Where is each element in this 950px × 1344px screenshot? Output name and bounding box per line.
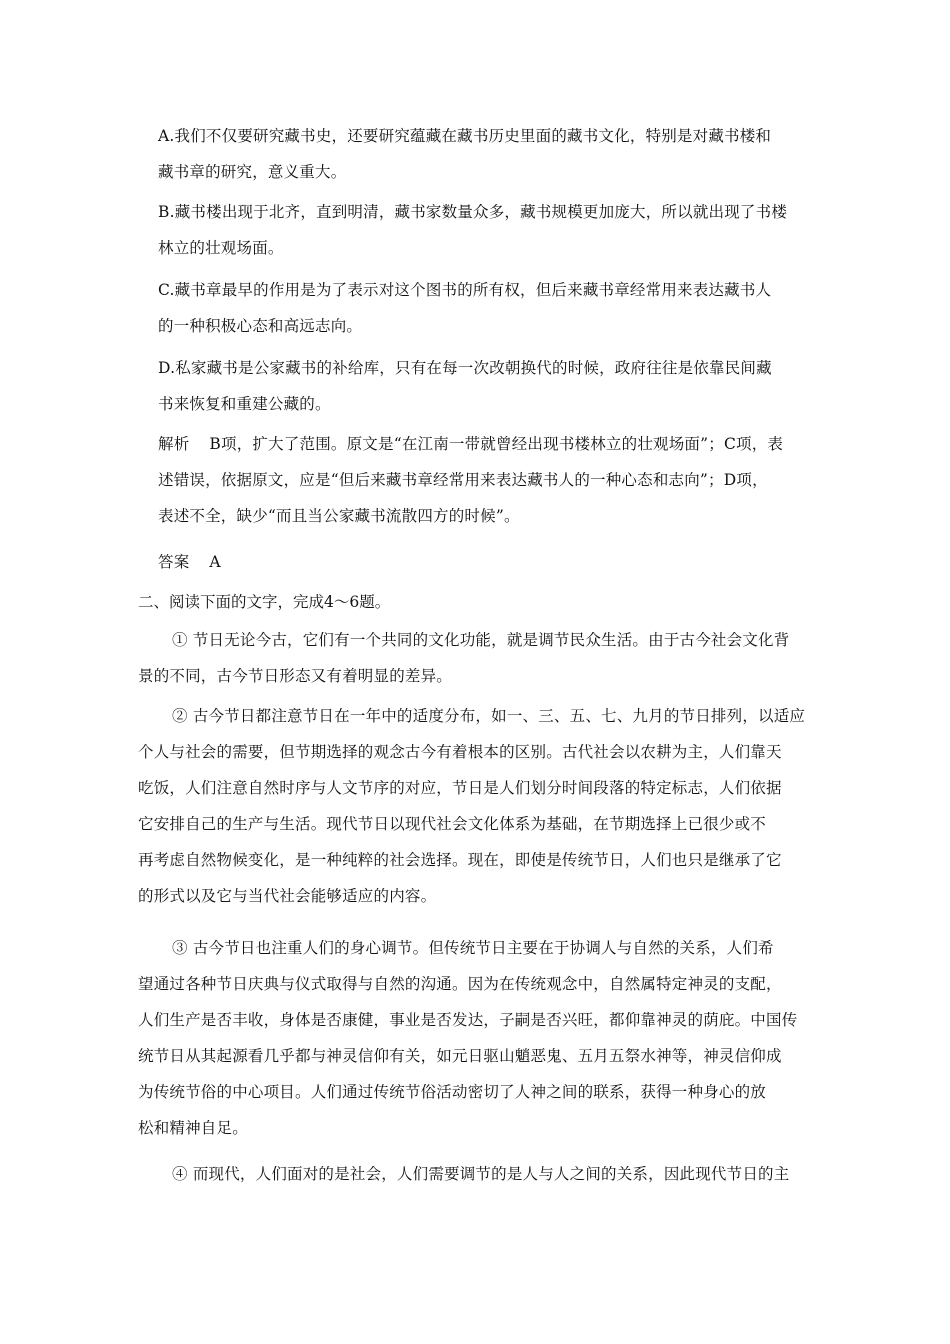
paragraph-1-line-1: ① 节日无论今古，它们有一个共同的文化功能，就是调节民众生活。由于古今社会文化背 [172, 631, 790, 649]
option-c-line-2: 的一种积极心态和高远志向。 [158, 317, 363, 335]
analysis-label: 解析 [158, 435, 190, 453]
paragraph-2-line-3: 吃饭，人们注意自然时序与人文节序的对应，节日是人们划分时间段落的特定标志，人们依据 [138, 779, 782, 797]
option-d-line-2: 书来恢复和重建公藏的。 [158, 395, 331, 413]
option-b-line-2: 林立的壮观场面。 [158, 239, 284, 257]
option-a-line-1: A.我们不仅要研究藏书史，还要研究蕴藏在藏书历史里面的藏书文化，特别是对藏书楼和 [158, 127, 772, 145]
option-c [158, 272, 818, 344]
paragraph-2-line-5: 再考虑自然物候变化，是一种纯粹的社会选择。现在，即使是传统节日，人们也只是继承了它 [138, 851, 782, 869]
paragraph-4-line-1: ④ 而现代，人们面对的是社会，人们需要调节的是人与人之间的关系，因此现代节日的主 [172, 1165, 790, 1183]
paragraph-3-line-4: 统节日从其起源看几乎都与神灵信仰有关，如元日驱山魈恶鬼、五月五祭水神等，神灵信仰成 [138, 1047, 782, 1065]
option-b [158, 194, 818, 266]
analysis-line-2: 述错误，依据原文，应是“但后来藏书章经常用来表达藏书人的一种心态和志向”；D项， [158, 471, 768, 489]
paragraph-3-line-1: ③ 古今节日也注重人们的身心调节。但传统节日主要在于协调人与自然的关系，人们希 [172, 939, 774, 957]
paragraph-2-line-2: 个人与社会的需要，但节期选择的观念古今有着根本的区别。古代社会以农耕为主，人们靠天 [138, 743, 782, 761]
option-c-line-1: C.藏书章最早的作用是为了表示对这个图书的所有权，但后来藏书章经常用来表达藏书人 [158, 281, 772, 299]
option-a [158, 118, 818, 190]
option-b-line-1: B.藏书楼出现于北齐，直到明清，藏书家数量众多，藏书规模更加庞大，所以就出现了书楼 [158, 203, 788, 221]
paragraph-1 [138, 622, 818, 694]
section-title: 二、阅读下面的文字，完成4～6题。 [138, 593, 391, 611]
answer [158, 544, 818, 580]
paragraph-4 [138, 1156, 818, 1192]
option-d [158, 350, 818, 422]
paragraph-3-line-3: 人们生产是否丰收，身体是否康健，事业是否发达，子嗣是否兴旺，都仰靠神灵的荫庇。中国传 [138, 1011, 798, 1029]
paragraph-3 [138, 930, 818, 1146]
paragraph-3-line-2: 望通过各种节日庆典与仪式取得与自然的沟通。因为在传统观念中，自然属特定神灵的支配， [138, 975, 782, 993]
analysis-line-3: 表述不全，缺少“而且当公家藏书流散四方的时候”。 [158, 507, 520, 525]
paragraph-1-line-2: 景的不同，古今节日形态又有着明显的差异。 [138, 667, 453, 685]
analysis-line-1: B项，扩大了范围。原文是“在江南一带就曾经出现书楼林立的壮观场面”；C项，表 [209, 435, 784, 453]
paragraph-2-line-1: ② 古今节日都注意节日在一年中的适度分布，如一、三、五、七、九月的节日排列，以适应 [172, 707, 806, 725]
paragraph-2 [138, 698, 818, 914]
paragraph-3-line-5: 为传统节俗的中心项目。人们通过传统节俗活动密切了人神之间的联系，获得一种身心的放 [138, 1083, 767, 1101]
option-a-line-2: 藏书章的研究，意义重大。 [158, 163, 347, 181]
option-d-line-1: D.私家藏书是公家藏书的补给库，只有在每一次改朝换代的时候，政府往往是依靠民间藏 [158, 359, 772, 377]
answer-label: 答案 [158, 553, 190, 571]
paragraph-2-line-4: 它安排自己的生产与生活。现代节日以现代社会文化体系为基础，在节期选择上已很少或不 [138, 815, 767, 833]
answer-value: A [209, 553, 221, 571]
analysis [158, 426, 818, 534]
paragraph-3-line-6: 松和精神自足。 [138, 1119, 248, 1137]
paragraph-2-line-6: 的形式以及它与当代社会能够适应的内容。 [138, 887, 437, 905]
